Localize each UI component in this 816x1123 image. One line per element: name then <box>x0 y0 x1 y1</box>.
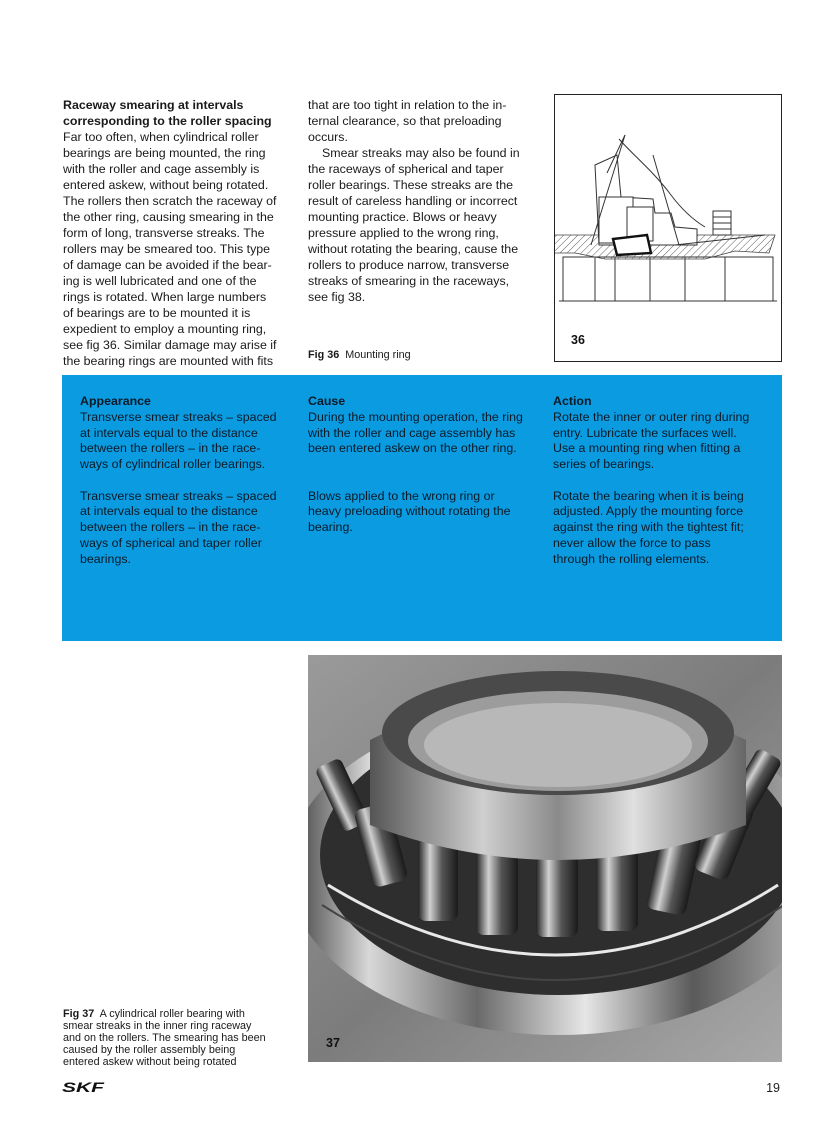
fig37-label: Fig 37 <box>63 1008 95 1020</box>
appearance-cell-1: Transverse smear streaks – spaced at intervals equal to the distance between the rollers – in the race- ways of cylindrical roller bearings. <box>80 409 277 472</box>
body-paragraph: that are too tight in relation to the in- ternal clearance, so that preloading occurs. <box>308 98 507 144</box>
mounting-ring-diagram <box>555 95 781 361</box>
damage-table <box>62 375 782 641</box>
cause-cell-1: During the mounting operation, the ring with the roller and cage assembly has been entered askew on the other ring. <box>308 409 523 456</box>
appearance-column <box>80 394 302 568</box>
middle-column <box>308 97 544 305</box>
page-number: 19 <box>766 1081 780 1095</box>
appearance-header: Appearance <box>80 394 151 408</box>
fig37-number: 37 <box>326 1036 340 1050</box>
action-header: Action <box>553 394 592 408</box>
roller-bearing-image <box>308 655 782 1062</box>
body-paragraph: Far too often, when cylindrical roller bearings are being mounted, the ring with the roller and cage assembly is entered askew, without being rotated. The rollers then scratch the raceway of the other ring, causing smearing in the form of long, transverse streaks. The rollers may be smeared too. This type of damage can be avoided if the bear- ing is well lubricated and one of the rings is rotated. When large numbers of bearings are to be mounted it is expedient to employ a mounting ring, see fig 36. Similar damage may arise if the bearing rings are mounted with fits <box>63 130 277 368</box>
fig37-photo <box>308 655 782 1062</box>
action-cell-2: Rotate the bearing when it is being adjusted. Apply the mounting force against the ring with the tightest fit; never allow the force to pass through the rolling elements. <box>553 488 744 566</box>
fig36-label: Fig 36 <box>308 349 340 361</box>
fig36-drawing <box>554 94 782 362</box>
skf-logo-mark <box>62 1080 106 1094</box>
cause-column <box>308 394 544 536</box>
cause-cell-2: Blows applied to the wrong ring or heavy preloading without rotating the bearing. <box>308 488 511 535</box>
action-column <box>553 394 775 568</box>
svg-text:SKF: SKF <box>62 1080 105 1094</box>
cause-header: Cause <box>308 394 346 408</box>
fig36-caption-text: Mounting ring <box>345 349 411 361</box>
fig36-number: 36 <box>571 333 585 347</box>
fig36-caption <box>308 349 411 361</box>
section-heading: Raceway smearing at intervals corresponding to the roller spacing <box>63 98 272 128</box>
left-column <box>63 97 295 369</box>
skf-logo <box>62 1080 106 1099</box>
body-paragraph: Smear streaks may also be found in the raceways of spherical and taper roller bearings. These streaks are the result of careless handling or incorrect mounting practice. Blows or heavy pressure applied to the wrong ring, without rotating the bearing, cause the rollers to produce narrow, transverse streaks of smearing in the raceways, see fig 38. <box>308 146 520 304</box>
appearance-cell-2: Transverse smear streaks – spaced at intervals equal to the distance between the rollers – in the race- ways of spherical and taper roller bearings. <box>80 488 277 566</box>
action-cell-1: Rotate the inner or outer ring during entry. Lubricate the surfaces well. Use a mounting ring when fitting a series of bearings. <box>553 409 750 472</box>
fig37-caption: Fig 37 A cylindrical roller bearing with smear streaks in the inner ring raceway and on the rollers. The smearing has been caused by the roller assembly being entered askew without being rotated <box>63 1008 266 1068</box>
